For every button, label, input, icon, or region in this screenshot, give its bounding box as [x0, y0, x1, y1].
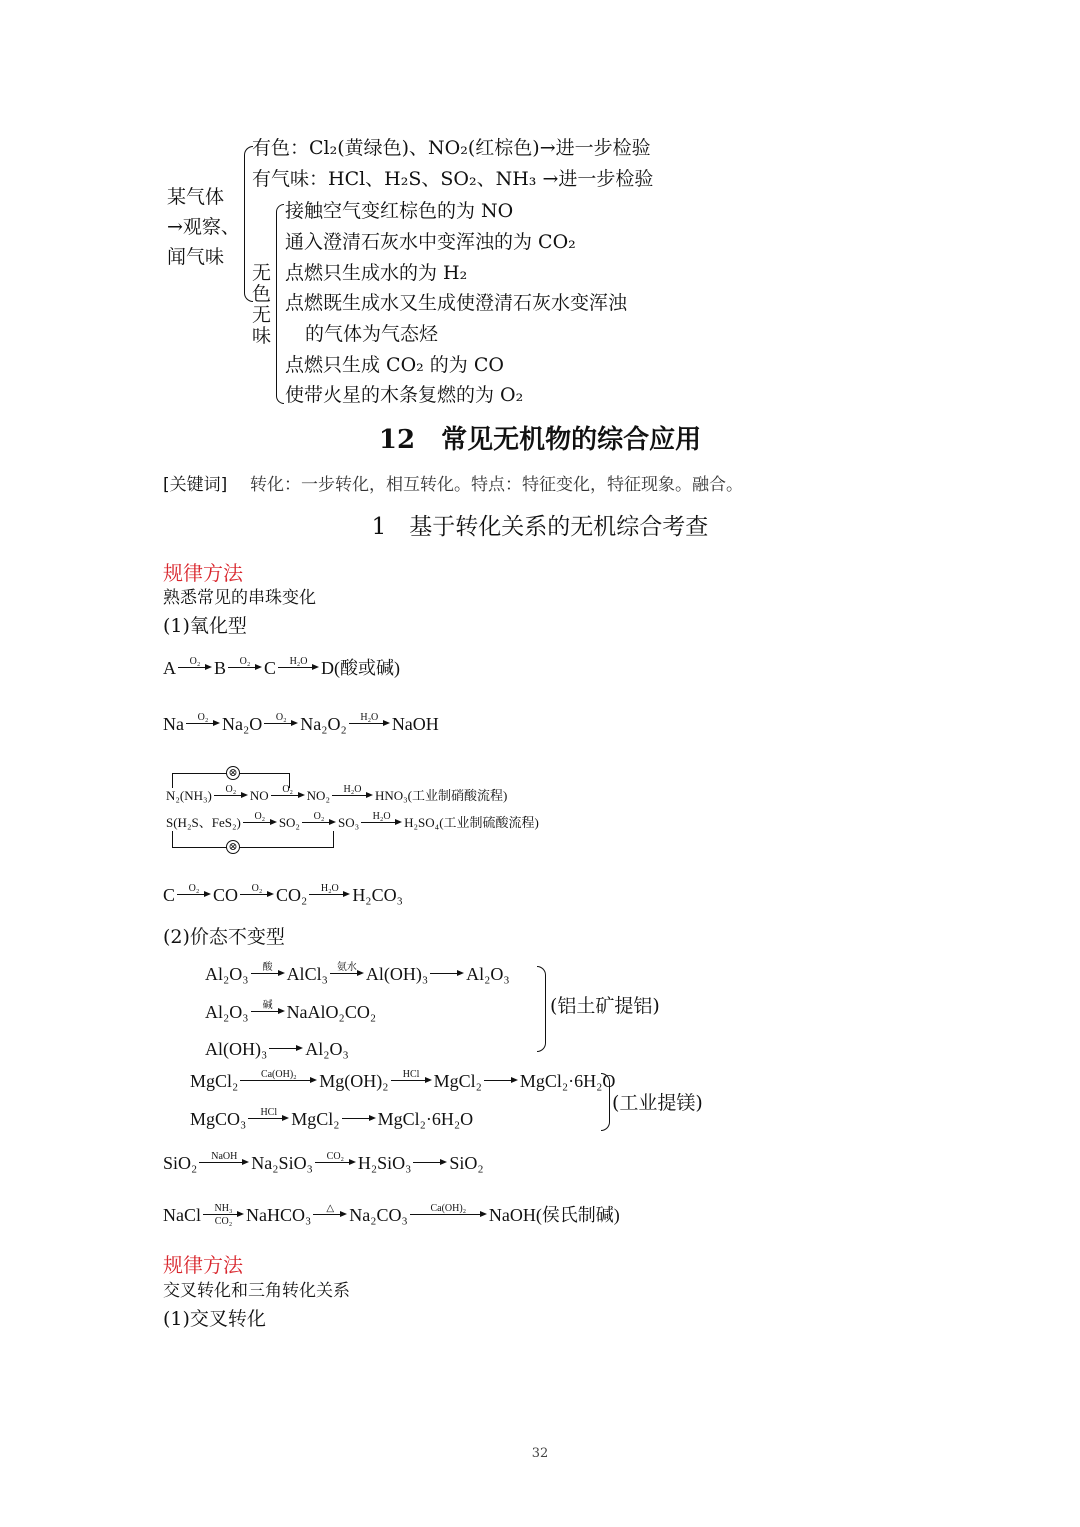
reaction-condition: Ca(OH)₂ — [260, 1069, 297, 1080]
valence-type-label: (2)价态不变型 — [163, 926, 285, 948]
reaction-chain-carbon — [163, 883, 403, 907]
reaction-species: MgCl₂ — [291, 1109, 340, 1129]
reaction-species: NaAlO₂CO₂ — [286, 1002, 377, 1022]
reaction-arrow — [332, 784, 373, 808]
reaction-species: Al₂O₃ — [305, 1039, 349, 1059]
reaction-condition: H₂O — [289, 656, 308, 667]
reaction-species: H₂SiO₃ — [357, 1153, 412, 1173]
colorless-item: 点燃既生成水又生成使澄清石灰水变浑浊 — [285, 292, 628, 314]
reaction-condition: H₂O — [372, 811, 391, 822]
colorless-item: 通入澄清石灰水中变浑浊的为 CO₂ — [285, 231, 576, 253]
reaction-chain-al-1 — [205, 962, 510, 986]
reaction-arrow — [430, 962, 464, 986]
reaction-chain-silicon — [163, 1151, 484, 1175]
reaction-condition: 酸 — [262, 962, 273, 973]
reaction-species: MgCl₂·6H₂O — [519, 1071, 616, 1091]
inner-brace — [276, 204, 284, 404]
reaction-species: H₂SO₄(工业制硫酸流程) — [404, 815, 539, 830]
reaction-species: D(酸或碱) — [321, 658, 401, 678]
reaction-species: Al₂O₃ — [205, 1002, 249, 1022]
reaction-arrow — [330, 962, 364, 986]
cross-conversion-label: (1)交叉转化 — [163, 1308, 266, 1330]
reaction-condition-below: CO₂ — [214, 1216, 233, 1227]
reaction-species: SO₂ — [278, 815, 300, 830]
reaction-species: Na₂CO₃ — [349, 1205, 408, 1225]
reaction-arrow — [186, 712, 220, 736]
reaction-arrow — [484, 1069, 518, 1093]
colorless-item: 接触空气变红棕色的为 NO — [285, 200, 514, 222]
gas-root-line-2: →观察、 — [167, 216, 240, 238]
aluminum-brace — [537, 966, 546, 1052]
reaction-species: Al(OH)₃ — [365, 964, 429, 984]
sulfur-bypass-line — [172, 831, 334, 848]
reaction-condition: 碱 — [262, 1000, 273, 1011]
reaction-arrow — [251, 962, 285, 986]
reaction-chain-al-3 — [205, 1037, 349, 1061]
reaction-condition: CO₂ — [326, 1151, 345, 1162]
reaction-species: SiO₂ — [449, 1153, 484, 1173]
reaction-species: SiO₂ — [163, 1153, 198, 1173]
reaction-arrow — [269, 1037, 303, 1061]
reaction-condition: O₂ — [275, 712, 287, 723]
reaction-species: CO — [213, 885, 239, 905]
reaction-chain-mg-2 — [190, 1107, 473, 1131]
reaction-species: Na₂SiO₃ — [251, 1153, 313, 1173]
reaction-arrow — [248, 1107, 289, 1131]
reaction-condition: O₂ — [313, 811, 325, 822]
reaction-arrow — [309, 883, 350, 907]
reaction-species: B — [214, 658, 227, 678]
aluminum-note: (铝土矿提铝) — [550, 995, 660, 1017]
reaction-species: N₂(NH₃) — [166, 788, 212, 803]
reaction-condition: HCl — [402, 1069, 420, 1080]
reaction-condition: O₂ — [188, 883, 200, 894]
reaction-arrow — [214, 784, 248, 808]
colorless-item: 点燃只生成 CO₂ 的为 CO — [285, 354, 504, 376]
reaction-species: NaCl — [163, 1205, 201, 1225]
reaction-species: MgCO₃ — [190, 1109, 247, 1129]
section-title: 12 常见无机物的综合应用 — [378, 425, 702, 455]
reaction-arrow — [413, 1151, 447, 1175]
reaction-condition: H₂O — [343, 784, 362, 795]
reaction-condition: Ca(OH)₂ — [430, 1203, 467, 1214]
reaction-arrow — [177, 883, 211, 907]
nitrogen-blocked-mark: ⊗ — [226, 766, 240, 780]
reaction-arrow — [271, 784, 305, 808]
reaction-species: H₂CO₃ — [352, 885, 403, 905]
reaction-species: SO₃ — [337, 815, 360, 830]
reaction-species: C — [163, 885, 176, 905]
reaction-species: Na — [163, 714, 184, 734]
reaction-condition: O₂ — [251, 883, 263, 894]
reaction-chain-nitrogen — [166, 784, 507, 808]
method-heading-2: 规律方法 — [163, 1253, 243, 1277]
reaction-species: Na₂O — [222, 714, 263, 734]
reaction-species: HNO₃(工业制硝酸流程) — [374, 788, 508, 803]
reaction-species: Al₂O₃ — [466, 964, 510, 984]
reaction-species: NaHCO₃ — [246, 1205, 312, 1225]
page-number: 32 — [531, 1446, 549, 1461]
reaction-arrow — [349, 712, 390, 736]
colorless-item: 使带火星的木条复燃的为 O₂ — [285, 384, 524, 406]
reaction-arrow — [315, 1151, 356, 1175]
reaction-condition: HCl — [260, 1107, 278, 1118]
reaction-species: S(H₂S、FeS₂) — [166, 815, 241, 830]
reaction-arrow — [240, 1069, 317, 1093]
reaction-species: MgCl₂ — [433, 1071, 482, 1091]
reaction-chain-hou-process — [163, 1203, 620, 1227]
colorless-item: 点燃只生成水的为 H₂ — [285, 262, 468, 284]
method-subheading-1: 熟悉常见的串珠变化 — [163, 588, 316, 608]
reaction-arrow — [264, 712, 298, 736]
method-subheading-2: 交叉转化和三角转化关系 — [163, 1281, 350, 1301]
colored-gases: 有色：Cl₂(黄绿色)、NO₂(红棕色)→进一步检验 — [252, 137, 651, 159]
colorless-item: 的气体为气态烃 — [305, 323, 439, 345]
reaction-species: MgCl₂·6H₂O — [377, 1109, 474, 1129]
reaction-species: A — [163, 658, 176, 678]
reaction-arrow — [410, 1203, 487, 1227]
reaction-chain-sodium — [163, 712, 439, 736]
reaction-species: Al(OH)₃ — [205, 1039, 268, 1059]
reaction-arrow — [342, 1107, 376, 1131]
reaction-arrow — [228, 656, 262, 680]
reaction-condition: H₂O — [320, 883, 339, 894]
reaction-arrow — [391, 1069, 432, 1093]
reaction-condition: H₂O — [360, 712, 379, 723]
reaction-chain-al-2 — [205, 1000, 376, 1024]
reaction-species: Mg(OH)₂ — [319, 1071, 389, 1091]
keywords-label: [关键词] — [163, 475, 228, 495]
subsection-title: 1 基于转化关系的无机综合考查 — [371, 514, 709, 540]
reaction-species: Al₂O₃ — [205, 964, 249, 984]
reaction-arrow — [251, 1000, 285, 1024]
reaction-species: NaOH(侯氏制碱) — [488, 1205, 620, 1225]
reaction-species: MgCl₂ — [190, 1071, 239, 1091]
reaction-arrow — [278, 656, 319, 680]
reaction-arrow — [199, 1151, 249, 1175]
sulfur-blocked-mark: ⊗ — [226, 840, 240, 854]
keywords-text: 转化：一步转化，相互转化。特点：特征变化，特征现象。融合。 — [250, 475, 743, 495]
reaction-chain-mg-1 — [190, 1069, 615, 1093]
reaction-condition: O₂ — [197, 712, 209, 723]
magnesium-brace — [601, 1073, 610, 1131]
reaction-species: NaOH — [391, 714, 439, 734]
reaction-arrow — [313, 1203, 347, 1227]
reaction-arrow — [178, 656, 212, 680]
odorous-gases: 有气味：HCl、H₂S、SO₂、NH₃ →进一步检验 — [252, 168, 654, 190]
gas-root-line-1: 某气体 — [167, 186, 225, 208]
colorless-label-2: 色 — [252, 283, 272, 305]
reaction-species: CO₂ — [276, 885, 308, 905]
reaction-arrow — [203, 1203, 244, 1227]
reaction-condition: NaOH — [211, 1151, 238, 1162]
colorless-label-1: 无 — [252, 262, 272, 284]
colorless-label-4: 味 — [252, 325, 272, 347]
reaction-condition: O₂ — [254, 811, 266, 822]
reaction-condition: O₂ — [225, 784, 237, 795]
reaction-species: Na₂O₂ — [300, 714, 347, 734]
reaction-chain-abcd — [163, 656, 400, 680]
reaction-condition: O₂ — [189, 656, 201, 667]
oxidation-type-label: (1)氧化型 — [163, 615, 247, 637]
reaction-species: NO — [249, 788, 269, 803]
reaction-species: NO₂ — [306, 788, 330, 803]
reaction-arrow — [361, 811, 402, 835]
reaction-species: AlCl₃ — [286, 964, 328, 984]
reaction-condition: O₂ — [282, 784, 294, 795]
reaction-condition: O₂ — [239, 656, 251, 667]
gas-root-line-3: 闻气味 — [167, 246, 225, 268]
colorless-label-3: 无 — [252, 304, 272, 326]
magnesium-note: (工业提镁) — [612, 1092, 703, 1114]
method-heading-1: 规律方法 — [163, 561, 243, 585]
reaction-condition: △ — [326, 1203, 335, 1214]
reaction-condition: NH₃ — [214, 1203, 233, 1214]
reaction-condition: 氨水 — [336, 962, 357, 973]
reaction-species: C — [264, 658, 277, 678]
reaction-arrow — [240, 883, 274, 907]
